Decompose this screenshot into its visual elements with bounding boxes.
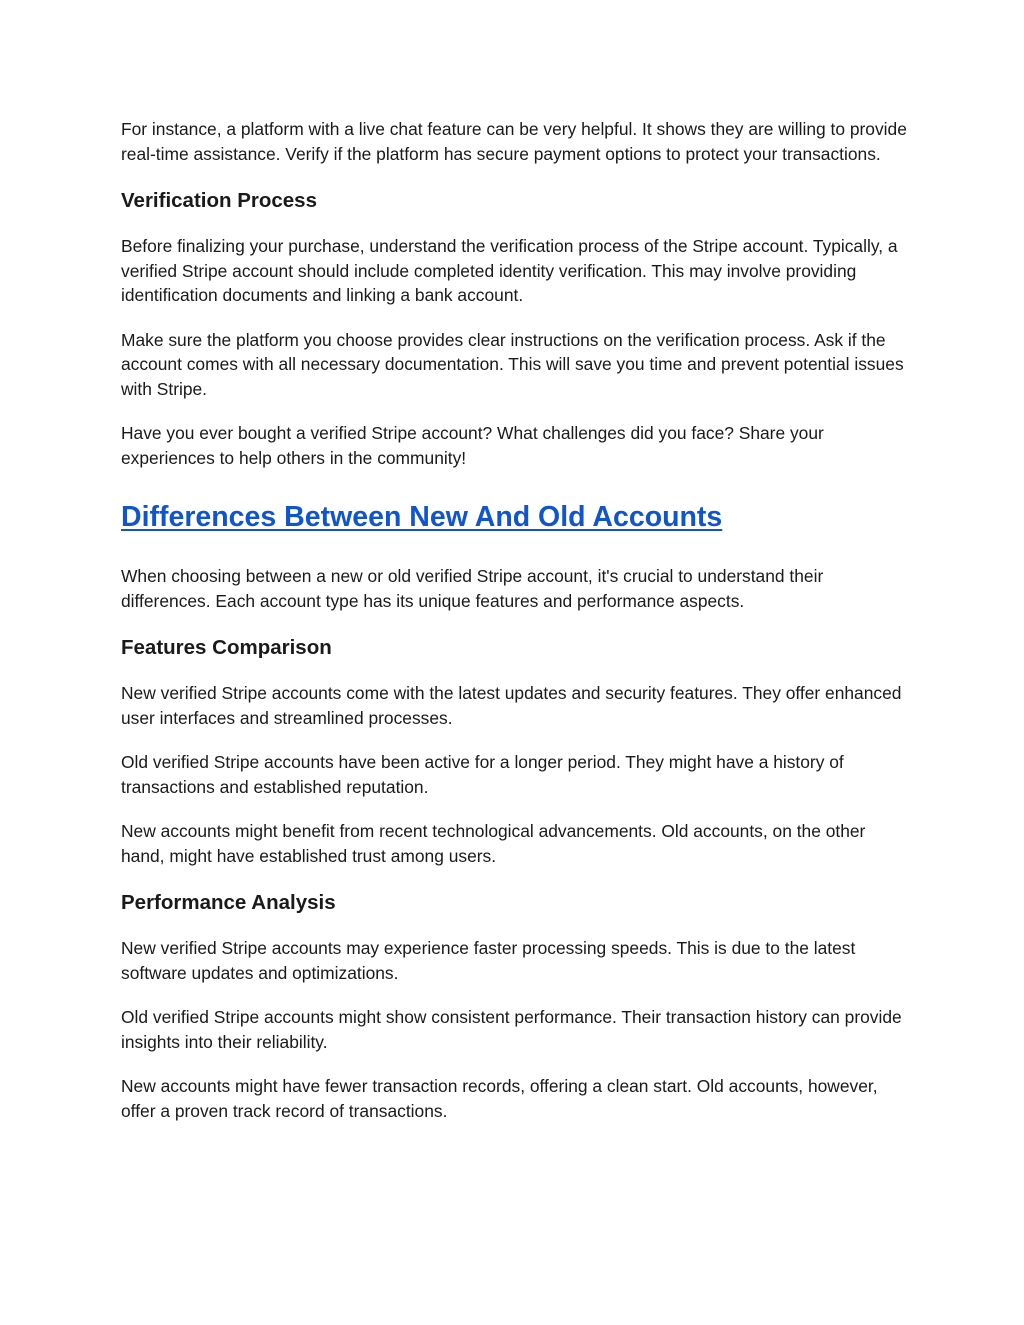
differences-paragraph: When choosing between a new or old verified Stripe account, it's crucial to understand their differences. Each account type has its unique features and performance aspects.	[121, 566, 824, 611]
features-paragraph-3: New accounts might benefit from recent technological advancements. Old accounts, on the other hand, might have established trust among users.	[121, 821, 866, 866]
performance-paragraph-1: New verified Stripe accounts may experience faster processing speeds. This is due to the latest software updates and optimizations.	[121, 938, 856, 983]
verification-paragraph-1: Before finalizing your purchase, understand the verification process of the Stripe account. Typically, a verified Stripe account should include completed identity verification. This may involve providing identification documents and linking a bank account.	[121, 236, 898, 305]
differences-heading-link[interactable]: Differences Between New And Old Accounts	[121, 501, 723, 533]
intro-paragraph: For instance, a platform with a live chat feature can be very helpful. It shows they are willing to provide real-time assistance. Verify if the platform has secure payment options to protect your transactions.	[121, 119, 907, 164]
differences-heading	[121, 500, 911, 534]
verification-paragraph-3: Have you ever bought a verified Stripe account? What challenges did you face? Share your experiences to help others in the community!	[121, 423, 824, 468]
features-paragraph-1: New verified Stripe accounts come with the latest updates and security features. They offer enhanced user interfaces and streamlined processes.	[121, 683, 902, 728]
verification-process-heading: Verification Process	[121, 189, 317, 212]
performance-paragraph-2: Old verified Stripe accounts might show consistent performance. Their transaction history can provide insights into their reliability.	[121, 1007, 902, 1052]
verification-paragraph-2: Make sure the platform you choose provides clear instructions on the verification process. Ask if the account comes with all necessary documentation. This will save you time and prevent potential issues with Stripe.	[121, 329, 904, 399]
performance-analysis-heading: Performance Analysis	[121, 891, 336, 914]
document-page	[121, 117, 911, 1123]
performance-paragraph-3: New accounts might have fewer transaction records, offering a clean start. Old accounts, however, offer a proven track record of transactions.	[121, 1076, 878, 1121]
features-comparison-heading: Features Comparison	[121, 636, 332, 659]
features-paragraph-2: Old verified Stripe accounts have been active for a longer period. They might have a history of transactions and established reputation.	[121, 752, 844, 797]
